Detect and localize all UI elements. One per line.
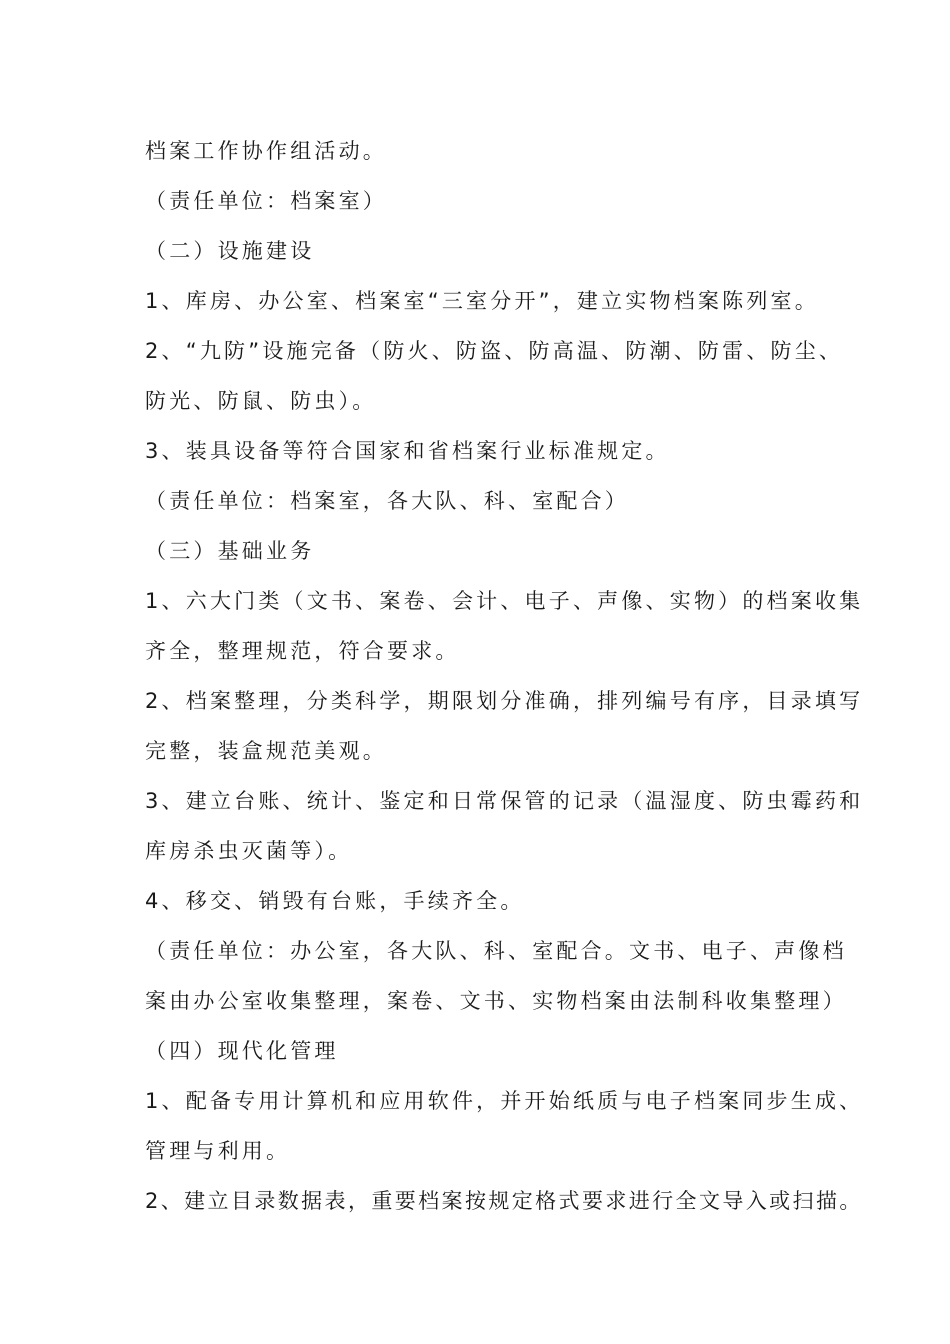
list-item-continuation: 管理与利用。: [145, 1139, 291, 1163]
list-item-continuation: 完整，装盒规范美观。: [145, 739, 387, 763]
responsibility-note-continuation: 案由办公室收集整理，案卷、文书、实物档案由法制科收集整理）: [145, 989, 847, 1013]
list-item: 4、移交、销毁有台账，手续齐全。: [145, 889, 525, 913]
list-item-continuation: 库房杀虫灭菌等）。: [145, 839, 353, 863]
section-heading-facilities: （二）设施建设: [145, 239, 315, 263]
list-item: 1、库房、办公室、档案室“三室分开”，建立实物档案陈列室。: [145, 289, 819, 313]
list-item-continuation: 齐全，整理规范，符合要求。: [145, 639, 460, 663]
paragraph-continuation: 档案工作协作组活动。: [145, 139, 387, 163]
list-item: 2、“九防”设施完备（防火、防盗、防高温、防潮、防雷、防尘、: [145, 339, 844, 363]
list-item: 2、档案整理，分类科学，期限划分准确，排列编号有序，目录填写: [145, 689, 864, 713]
responsibility-note: （责任单位：档案室，各大队、科、室配合）: [145, 489, 629, 513]
list-item: 1、六大门类（文书、案卷、会计、电子、声像、实物）的档案收集: [145, 589, 864, 613]
list-item: 1、配备专用计算机和应用软件，并开始纸质与电子档案同步生成、: [145, 1089, 864, 1113]
responsibility-note: （责任单位：档案室）: [145, 189, 387, 213]
responsibility-note: （责任单位：办公室，各大队、科、室配合。文书、电子、声像档: [145, 939, 847, 963]
list-item: 3、建立台账、统计、鉴定和日常保管的记录（温湿度、防虫霉药和: [145, 789, 864, 813]
list-item-continuation: 防光、防鼠、防虫）。: [145, 389, 377, 413]
section-heading-modernization: （四）现代化管理: [145, 1039, 339, 1063]
section-heading-basic-business: （三）基础业务: [145, 539, 315, 563]
list-item: 3、装具设备等符合国家和省档案行业标准规定。: [145, 439, 670, 463]
list-item: 2、建立目录数据表，重要档案按规定格式要求进行全文导入或扫描。: [145, 1189, 863, 1213]
